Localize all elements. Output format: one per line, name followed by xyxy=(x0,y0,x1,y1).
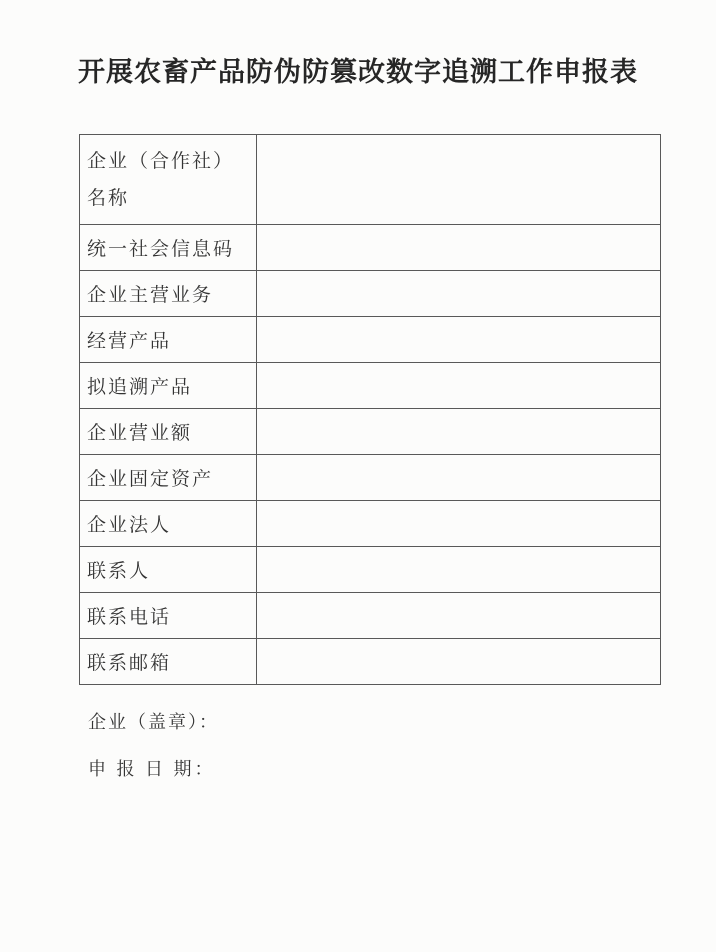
date-label: 申 报 日 期： xyxy=(88,759,216,779)
row-label: 拟追溯产品 xyxy=(80,363,257,409)
table-row-operated-products xyxy=(80,317,661,363)
row-value-cell xyxy=(257,271,661,317)
row-value-cell xyxy=(257,363,661,409)
row-value-cell xyxy=(257,225,661,271)
row-label: 企业营业额 xyxy=(80,409,257,455)
table-row-contact-phone xyxy=(80,593,661,639)
table-row-turnover xyxy=(80,409,661,455)
footer-block xyxy=(88,708,219,781)
row-value-cell xyxy=(257,547,661,593)
row-label: 企业固定资产 xyxy=(80,455,257,501)
table-row-legal-person xyxy=(80,501,661,547)
table-row-main-business xyxy=(80,271,661,317)
table-row-contact-person xyxy=(80,547,661,593)
row-label: 统一社会信息码 xyxy=(80,225,257,271)
row-label: 企业主营业务 xyxy=(80,271,257,317)
table-row-contact-email xyxy=(80,639,661,685)
row-value-cell xyxy=(257,593,661,639)
row-value-cell xyxy=(257,455,661,501)
page-title: 开展农畜产品防伪防篡改数字追溯工作申报表 xyxy=(78,57,638,87)
row-label: 企业（合作社） xyxy=(87,150,235,172)
row-label: 经营产品 xyxy=(80,317,257,363)
row-value-cell xyxy=(257,501,661,547)
row-label-cell xyxy=(80,135,257,225)
row-value-cell xyxy=(257,409,661,455)
row-label: 联系电话 xyxy=(80,593,257,639)
seal-label: 企业（盖章）： xyxy=(88,712,219,732)
row-label: 企业法人 xyxy=(80,501,257,547)
row-value-cell xyxy=(257,135,661,225)
table-row-traceability-products xyxy=(80,363,661,409)
application-form-table xyxy=(79,134,661,685)
row-label: 联系人 xyxy=(80,547,257,593)
row-label: 联系邮箱 xyxy=(80,639,257,685)
table-row-enterprise-name xyxy=(80,135,661,225)
row-value-cell xyxy=(257,317,661,363)
table-row-fixed-assets xyxy=(80,455,661,501)
row-label-line2: 名称 xyxy=(87,187,130,209)
row-value-cell xyxy=(257,639,661,685)
table-row-social-code xyxy=(80,225,661,271)
